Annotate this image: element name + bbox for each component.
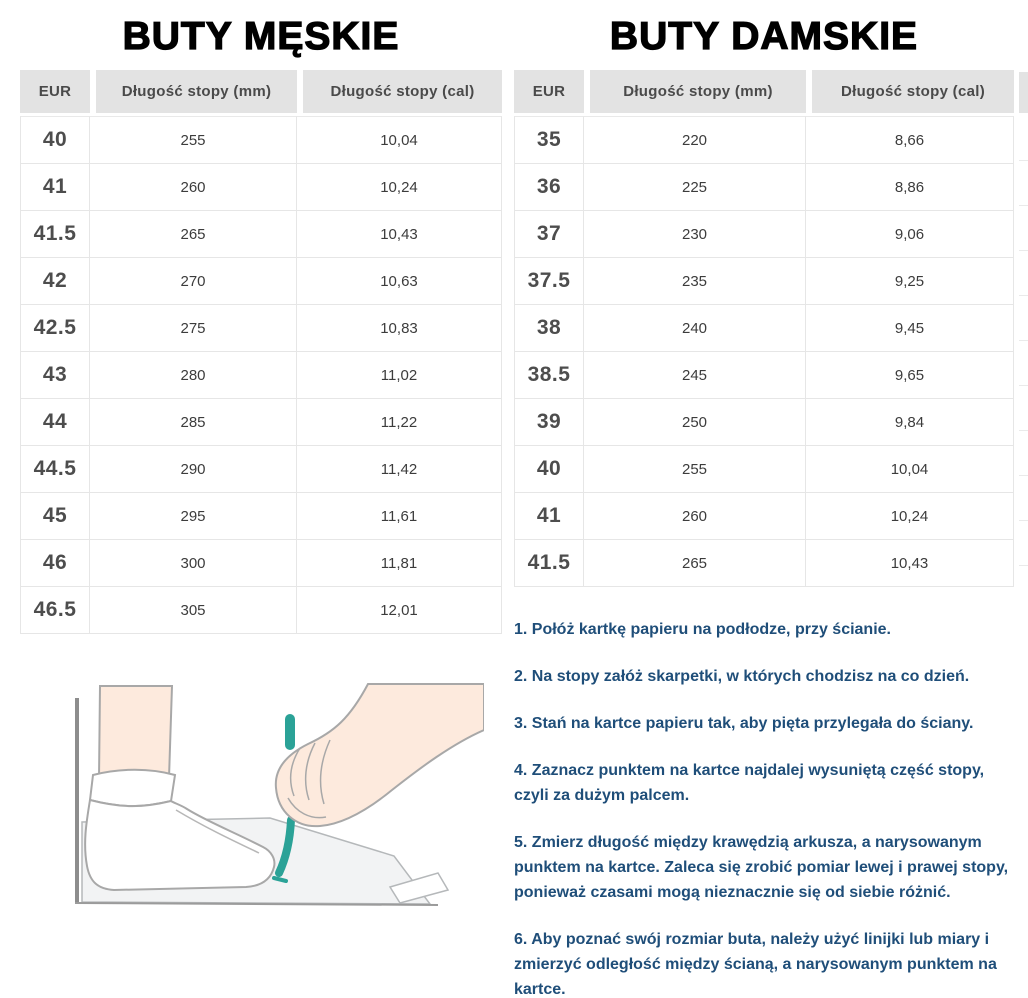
size-value-cell: 295 bbox=[90, 493, 297, 540]
leg bbox=[99, 686, 172, 783]
women-header-row bbox=[514, 70, 1014, 116]
size-value-cell: 280 bbox=[90, 352, 297, 399]
table-row bbox=[514, 540, 1014, 587]
table-row bbox=[20, 399, 502, 446]
size-eur-cell: 46 bbox=[20, 540, 90, 587]
size-value-cell: 10,43 bbox=[806, 540, 1014, 587]
size-value-cell: 255 bbox=[90, 116, 297, 164]
men-section bbox=[20, 0, 502, 998]
size-value-cell: 11,02 bbox=[297, 352, 502, 399]
women-table-body bbox=[514, 116, 1014, 587]
size-value-cell: 11,42 bbox=[297, 446, 502, 493]
size-eur-cell: 42 bbox=[20, 258, 90, 305]
table-row bbox=[514, 493, 1014, 540]
size-value-cell: 245 bbox=[584, 352, 806, 399]
size-value-cell: 11,81 bbox=[297, 540, 502, 587]
men-col-mm: Długość stopy (mm) bbox=[90, 70, 297, 116]
size-eur-cell: 41 bbox=[514, 493, 584, 540]
sock-foot bbox=[85, 800, 274, 890]
size-eur-cell: 36 bbox=[514, 164, 584, 211]
size-value-cell: 265 bbox=[90, 211, 297, 258]
size-value-cell: 8,86 bbox=[806, 164, 1014, 211]
size-eur-cell: 41.5 bbox=[20, 211, 90, 258]
men-header-row bbox=[20, 70, 502, 116]
arm-hand bbox=[276, 684, 484, 826]
men-table-body bbox=[20, 116, 502, 634]
size-eur-cell: 39 bbox=[514, 399, 584, 446]
table-row bbox=[20, 164, 502, 211]
size-value-cell: 235 bbox=[584, 258, 806, 305]
instruction-step-5: 5. Zmierz długość między krawędzią arkusza, a narysowanym punktem na kartce. Zaleca się zrobić pomiar lewej i prawej stopy, ponieważ czasami mogą nieznacznie się od siebie różnić. bbox=[514, 834, 1009, 901]
size-eur-cell: 37.5 bbox=[514, 258, 584, 305]
instruction-step-6: 6. Aby poznać swój rozmiar buta, należy użyć linijki lub miary i zmierzyć odległość między ścianą, a narysowanym punktem na kartce. bbox=[514, 931, 997, 998]
size-value-cell: 12,01 bbox=[297, 587, 502, 634]
table-row bbox=[20, 116, 502, 164]
size-value-cell: 265 bbox=[584, 540, 806, 587]
size-value-cell: 290 bbox=[90, 446, 297, 493]
size-value-cell: 260 bbox=[584, 493, 806, 540]
cutoff-table-header bbox=[1019, 72, 1028, 113]
table-row bbox=[514, 352, 1014, 399]
table-row bbox=[514, 446, 1014, 493]
size-eur-cell: 40 bbox=[20, 116, 90, 164]
size-eur-cell: 38.5 bbox=[514, 352, 584, 399]
table-row bbox=[514, 399, 1014, 446]
size-value-cell: 10,43 bbox=[297, 211, 502, 258]
size-value-cell: 250 bbox=[584, 399, 806, 446]
instruction-step-2: 2. Na stopy załóż skarpetki, w których chodzisz na co dzień. bbox=[514, 668, 970, 685]
size-value-cell: 11,22 bbox=[297, 399, 502, 446]
size-value-cell: 260 bbox=[90, 164, 297, 211]
size-value-cell: 240 bbox=[584, 305, 806, 352]
table-row bbox=[20, 352, 502, 399]
women-size-table bbox=[514, 70, 1014, 587]
cutoff-table-rows bbox=[1019, 116, 1028, 567]
cutoff-table-edge bbox=[1019, 72, 1028, 567]
size-value-cell: 255 bbox=[584, 446, 806, 493]
size-eur-cell: 45 bbox=[20, 493, 90, 540]
size-value-cell: 270 bbox=[90, 258, 297, 305]
table-row bbox=[20, 305, 502, 352]
size-eur-cell: 43 bbox=[20, 352, 90, 399]
size-value-cell: 9,06 bbox=[806, 211, 1014, 258]
table-row bbox=[20, 446, 502, 493]
size-value-cell: 8,66 bbox=[806, 116, 1014, 164]
size-value-cell: 9,84 bbox=[806, 399, 1014, 446]
women-col-cal: Długość stopy (cal) bbox=[806, 70, 1014, 116]
men-col-eur: EUR bbox=[20, 70, 90, 116]
size-eur-cell: 37 bbox=[514, 211, 584, 258]
women-col-mm: Długość stopy (mm) bbox=[584, 70, 806, 116]
size-value-cell: 285 bbox=[90, 399, 297, 446]
foot-measurement-illustration bbox=[38, 672, 484, 998]
size-value-cell: 10,04 bbox=[806, 446, 1014, 493]
instruction-step-1: 1. Połóż kartkę papieru na podłodze, przy ścianie. bbox=[514, 621, 891, 638]
size-value-cell: 275 bbox=[90, 305, 297, 352]
table-row bbox=[514, 305, 1014, 352]
men-col-cal: Długość stopy (cal) bbox=[297, 70, 502, 116]
women-col-eur: EUR bbox=[514, 70, 584, 116]
table-row bbox=[20, 587, 502, 634]
table-row bbox=[20, 258, 502, 305]
size-eur-cell: 41 bbox=[20, 164, 90, 211]
table-row bbox=[20, 493, 502, 540]
size-value-cell: 230 bbox=[584, 211, 806, 258]
size-eur-cell: 46.5 bbox=[20, 587, 90, 634]
instruction-step-4: 4. Zaznacz punktem na kartce najdalej wysuniętą część stopy, czyli za dużym palcem. bbox=[514, 762, 985, 804]
women-table-title: BUTY DAMSKIE bbox=[609, 15, 919, 58]
marker-pen-top bbox=[285, 714, 295, 750]
measuring-instructions bbox=[514, 617, 1020, 998]
size-value-cell: 225 bbox=[584, 164, 806, 211]
size-value-cell: 300 bbox=[90, 540, 297, 587]
instruction-step-3: 3. Stań na kartce papieru tak, aby pięta przylegała do ściany. bbox=[514, 715, 974, 732]
size-eur-cell: 38 bbox=[514, 305, 584, 352]
sock-cuff bbox=[90, 770, 175, 806]
table-row bbox=[20, 211, 502, 258]
size-eur-cell: 44.5 bbox=[20, 446, 90, 493]
table-row bbox=[514, 211, 1014, 258]
size-value-cell: 10,24 bbox=[297, 164, 502, 211]
men-size-table bbox=[20, 70, 502, 634]
women-section bbox=[514, 0, 1014, 998]
size-value-cell: 10,24 bbox=[806, 493, 1014, 540]
table-row bbox=[514, 258, 1014, 305]
table-row bbox=[514, 164, 1014, 211]
size-value-cell: 9,65 bbox=[806, 352, 1014, 399]
size-value-cell: 10,83 bbox=[297, 305, 502, 352]
size-value-cell: 305 bbox=[90, 587, 297, 634]
size-value-cell: 11,61 bbox=[297, 493, 502, 540]
table-row bbox=[514, 116, 1014, 164]
size-value-cell: 9,25 bbox=[806, 258, 1014, 305]
size-value-cell: 10,63 bbox=[297, 258, 502, 305]
size-value-cell: 10,04 bbox=[297, 116, 502, 164]
size-eur-cell: 41.5 bbox=[514, 540, 584, 587]
size-value-cell: 9,45 bbox=[806, 305, 1014, 352]
size-value-cell: 220 bbox=[584, 116, 806, 164]
size-eur-cell: 35 bbox=[514, 116, 584, 164]
table-row bbox=[20, 540, 502, 587]
size-eur-cell: 42.5 bbox=[20, 305, 90, 352]
size-eur-cell: 44 bbox=[20, 399, 90, 446]
men-table-title: BUTY MĘSKIE bbox=[122, 15, 400, 58]
size-eur-cell: 40 bbox=[514, 446, 584, 493]
